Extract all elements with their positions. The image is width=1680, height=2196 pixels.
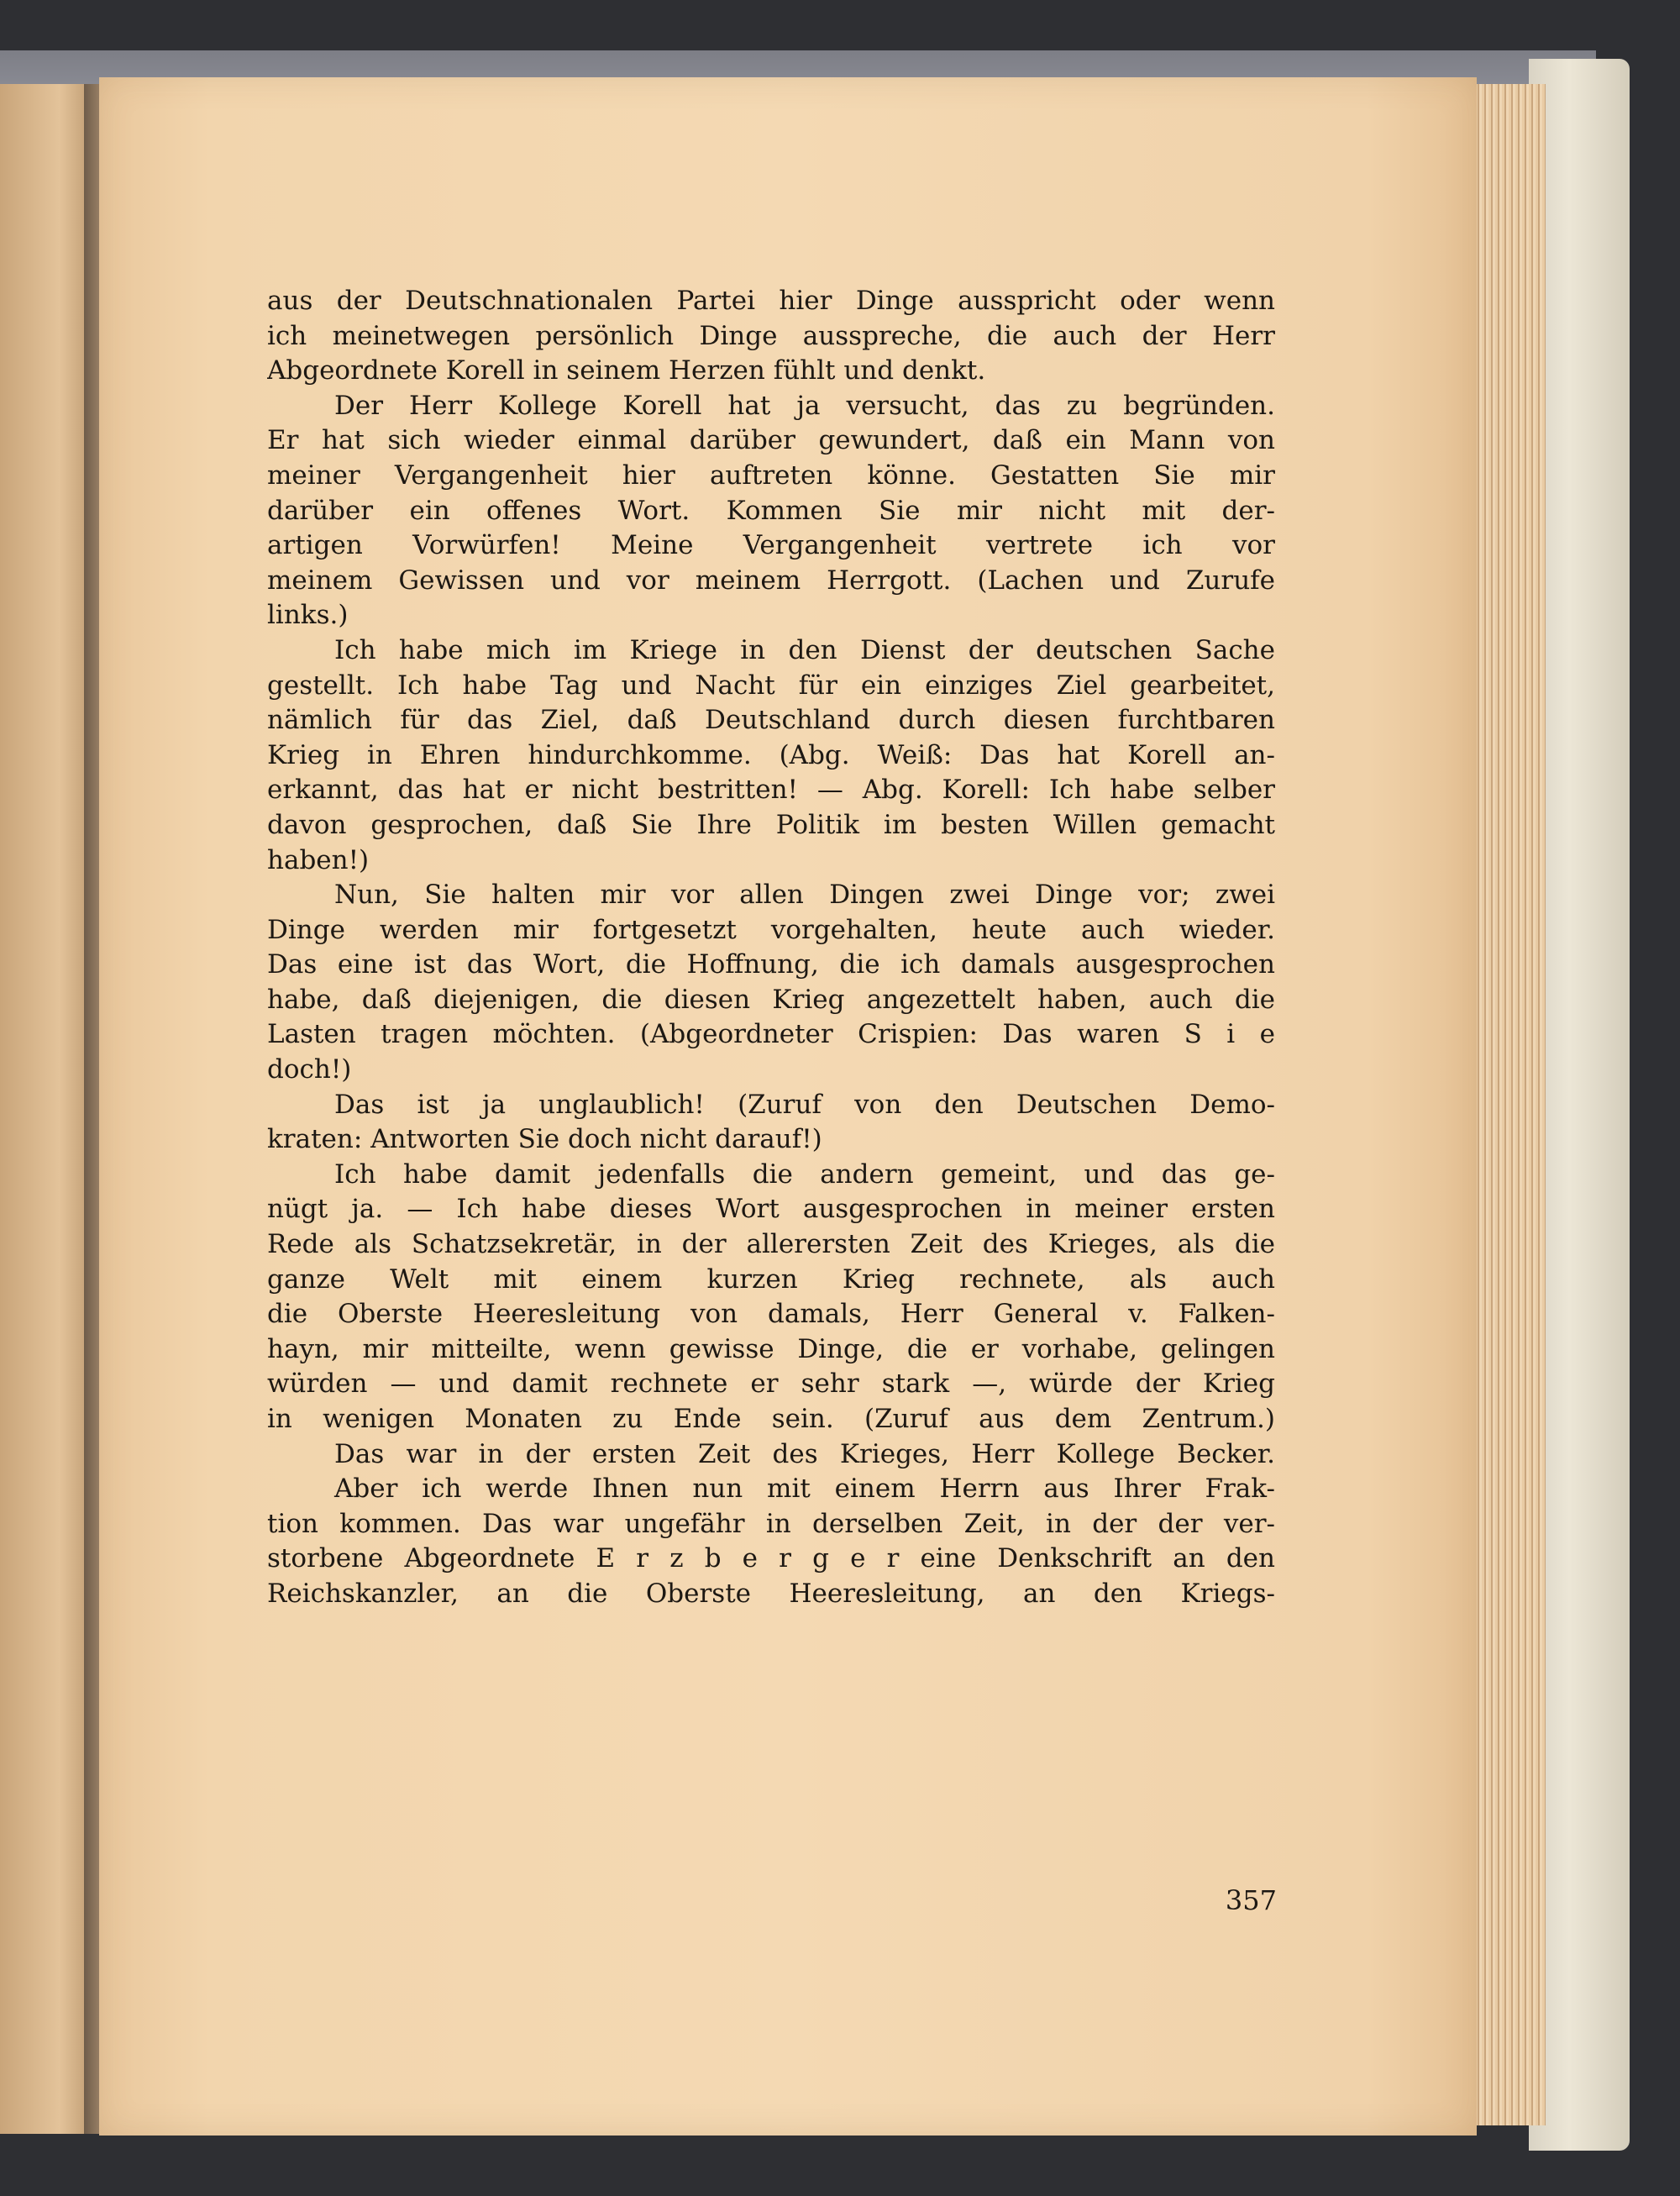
text-line: nügt ja. — Ich habe dieses Wort ausgesprochen in meiner ersten bbox=[267, 1194, 1275, 1225]
text-line: doch!) bbox=[267, 1054, 352, 1085]
text-line: haben!) bbox=[267, 844, 370, 875]
text-line: Ich habe mich im Kriege in den Dienst der deutschen Sache bbox=[334, 634, 1275, 665]
text-line: artigen Vorwürfen! Meine Vergangenheit vertrete ich vor bbox=[267, 530, 1275, 561]
text-line: Krieg in Ehren hindurchkomme. (Abg. Weiß: Das hat Korell an- bbox=[267, 739, 1275, 770]
text-line: Rede als Schatzsekretär, in der allerersten Zeit des Krieges, als die bbox=[267, 1229, 1275, 1260]
text-line: gestellt. Ich habe Tag und Nacht für ein einziges Ziel gearbeitet, bbox=[267, 670, 1275, 701]
text-line: meinem Gewissen und vor meinem Herrgott. (Lachen und Zurufe bbox=[267, 565, 1275, 596]
text-line: kraten: Antworten Sie doch nicht darauf!) bbox=[267, 1124, 822, 1155]
text-line: habe, daß diejenigen, die diesen Krieg angezettelt haben, auch die bbox=[267, 984, 1275, 1015]
text-line: Der Herr Kollege Korell hat ja versucht, das zu begründen. bbox=[334, 390, 1275, 421]
text-line: Er hat sich wieder einmal darüber gewundert, daß ein Mann von bbox=[267, 425, 1275, 456]
text-line: Das ist ja unglaublich! (Zuruf von den Deutschen Demo- bbox=[334, 1089, 1275, 1120]
text-line: die Oberste Heeresleitung von damals, Herr General v. Falken- bbox=[267, 1299, 1275, 1330]
body-text bbox=[267, 284, 1275, 1612]
text-line: Dinge werden mir fortgesetzt vorgehalten, heute auch wieder. bbox=[267, 914, 1275, 945]
text-line: ganze Welt mit einem kurzen Krieg rechnete, als auch bbox=[267, 1263, 1275, 1295]
text-line: Reichskanzler, an die Oberste Heeresleitung, an den Kriegs- bbox=[267, 1578, 1275, 1609]
text-line: ich meinetwegen persönlich Dinge ausspreche, die auch der Herr bbox=[267, 320, 1275, 351]
text-line: Das eine ist das Wort, die Hoffnung, die ich damals ausgesprochen bbox=[267, 949, 1275, 980]
text-line: Abgeordnete Korell in seinem Herzen fühlt und denkt. bbox=[267, 355, 986, 386]
text-line: hayn, mir mitteilte, wenn gewisse Dinge, die er vorhabe, gelingen bbox=[267, 1333, 1275, 1364]
text-line: storbene Abgeordnete E r z b e r g e r eine Denkschrift an den bbox=[267, 1543, 1275, 1574]
text-line: Nun, Sie halten mir vor allen Dingen zwei Dinge vor; zwei bbox=[334, 880, 1275, 911]
text-line: in wenigen Monaten zu Ende sein. (Zuruf aus dem Zentrum.) bbox=[267, 1404, 1275, 1434]
text-line: davon gesprochen, daß Sie Ihre Politik im besten Willen gemacht bbox=[267, 809, 1275, 840]
text-line: links.) bbox=[267, 600, 349, 631]
text-line: würden — und damit rechnete er sehr stark —, würde der Krieg bbox=[267, 1369, 1275, 1400]
text-line: erkannt, das hat er nicht bestritten! — Abg. Korell: Ich habe selber bbox=[267, 775, 1275, 806]
text-line: Das war in der ersten Zeit des Krieges, Herr Kollege Becker. bbox=[334, 1438, 1275, 1469]
text-line: Aber ich werde Ihnen nun mit einem Herrn aus Ihrer Frak- bbox=[334, 1474, 1275, 1505]
text-line: aus der Deutschnationalen Partei hier Dinge ausspricht oder wenn bbox=[267, 286, 1275, 316]
text-line: meiner Vergangenheit hier auftreten könne. Gestatten Sie mir bbox=[267, 460, 1275, 491]
text-line: tion kommen. Das war ungefähr in derselben Zeit, in der der ver- bbox=[267, 1508, 1275, 1539]
page-number: 357 bbox=[1225, 1884, 1277, 1916]
text-line: darüber ein offenes Wort. Kommen Sie mir nicht mit der- bbox=[267, 495, 1275, 526]
text-line: nämlich für das Ziel, daß Deutschland durch diesen furchtbaren bbox=[267, 705, 1275, 736]
text-line: Ich habe damit jedenfalls die andern gemeint, und das ge- bbox=[334, 1158, 1275, 1190]
text-line: Lasten tragen möchten. (Abgeordneter Crispien: Das waren S i e bbox=[267, 1019, 1275, 1050]
